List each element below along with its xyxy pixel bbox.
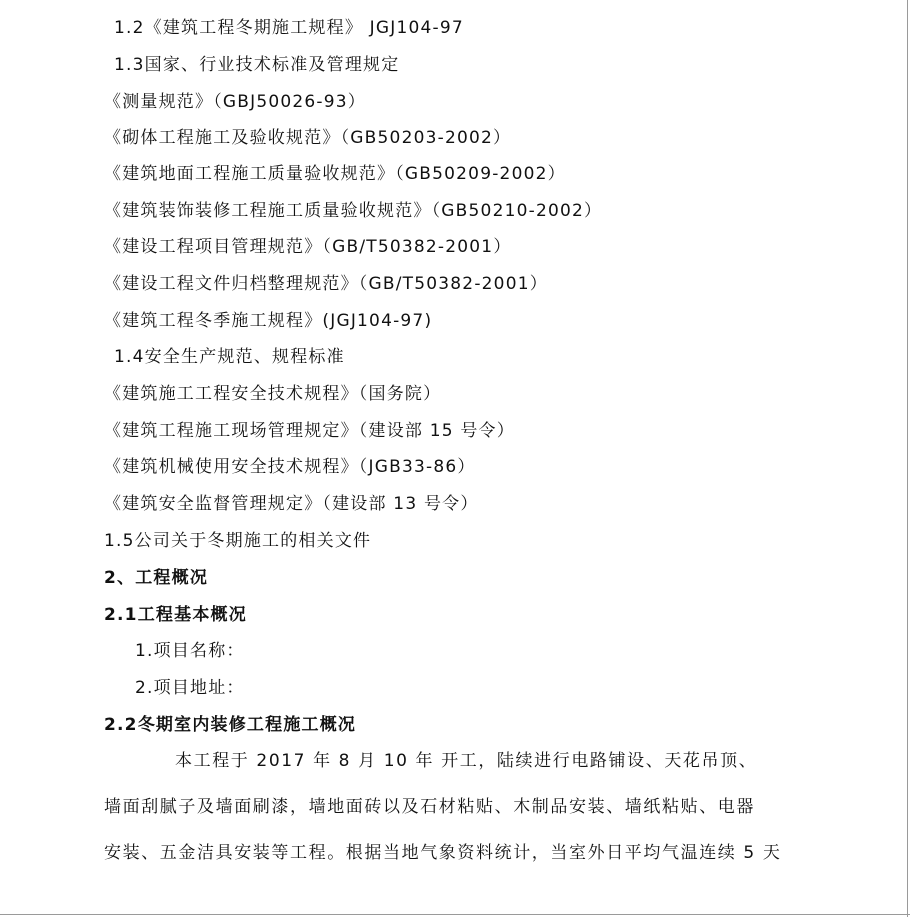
standard-item: 《建设工程文件归档整理规范》（GB/T50382-2001） bbox=[104, 274, 548, 294]
body-paragraph-line: 安装、五金洁具安装等工程。根据当地气象资料统计，当室外日平均气温连续 5 天 bbox=[104, 843, 782, 863]
page-frame-right bbox=[907, 0, 908, 917]
standard-item: 《建设工程项目管理规范》（GB/T50382-2001） bbox=[104, 237, 512, 257]
section-heading-1-5: 1.5公司关于冬期施工的相关文件 bbox=[104, 531, 372, 551]
chapter-heading-2: 2、工程概况 bbox=[104, 568, 209, 588]
section-heading-2-2: 2.2冬期室内装修工程施工概况 bbox=[104, 715, 357, 735]
section-heading-1-4: 1.4安全生产规范、规程标准 bbox=[114, 347, 345, 367]
standard-item: 《建筑装饰装修工程施工质量验收规范》（GB50210-2002） bbox=[104, 201, 603, 221]
section-heading-2-1: 2.1工程基本概况 bbox=[104, 605, 247, 625]
standard-item: 《建筑工程冬季施工规程》(JGJ104-97) bbox=[104, 311, 433, 331]
section-heading-1-3: 1.3国家、行业技术标准及管理规定 bbox=[114, 55, 400, 75]
project-address-field: 2.项目地址： bbox=[135, 678, 245, 698]
regulation-item: 《建筑安全监督管理规定》（建设部 13 号令） bbox=[104, 494, 479, 514]
regulation-item: 《建筑施工工程安全技术规程》（国务院） bbox=[104, 384, 442, 404]
regulation-item: 《建筑机械使用安全技术规程》（JGB33-86） bbox=[104, 457, 476, 477]
body-paragraph-line: 本工程于 2017 年 8 月 10 年 开工，陆续进行电路铺设、天花吊顶、 bbox=[175, 751, 758, 771]
body-paragraph-line: 墙面刮腻子及墙面刷漆，墙地面砖以及石材粘贴、木制品安装、墙纸粘贴、电器 bbox=[104, 797, 755, 817]
regulation-item: 《建筑工程施工现场管理规定》（建设部 15 号令） bbox=[104, 421, 515, 441]
standard-item: 《测量规范》（GBJ50026-93） bbox=[104, 92, 366, 112]
standard-item-1-2: 1.2《建筑工程冬期施工规程》 JGJ104-97 bbox=[114, 18, 464, 38]
project-name-field: 1.项目名称： bbox=[135, 641, 245, 661]
standard-item: 《建筑地面工程施工质量验收规范》（GB50209-2002） bbox=[104, 164, 566, 184]
standard-item: 《砌体工程施工及验收规范》（GB50203-2002） bbox=[104, 128, 512, 148]
page-frame-bottom bbox=[0, 914, 910, 915]
